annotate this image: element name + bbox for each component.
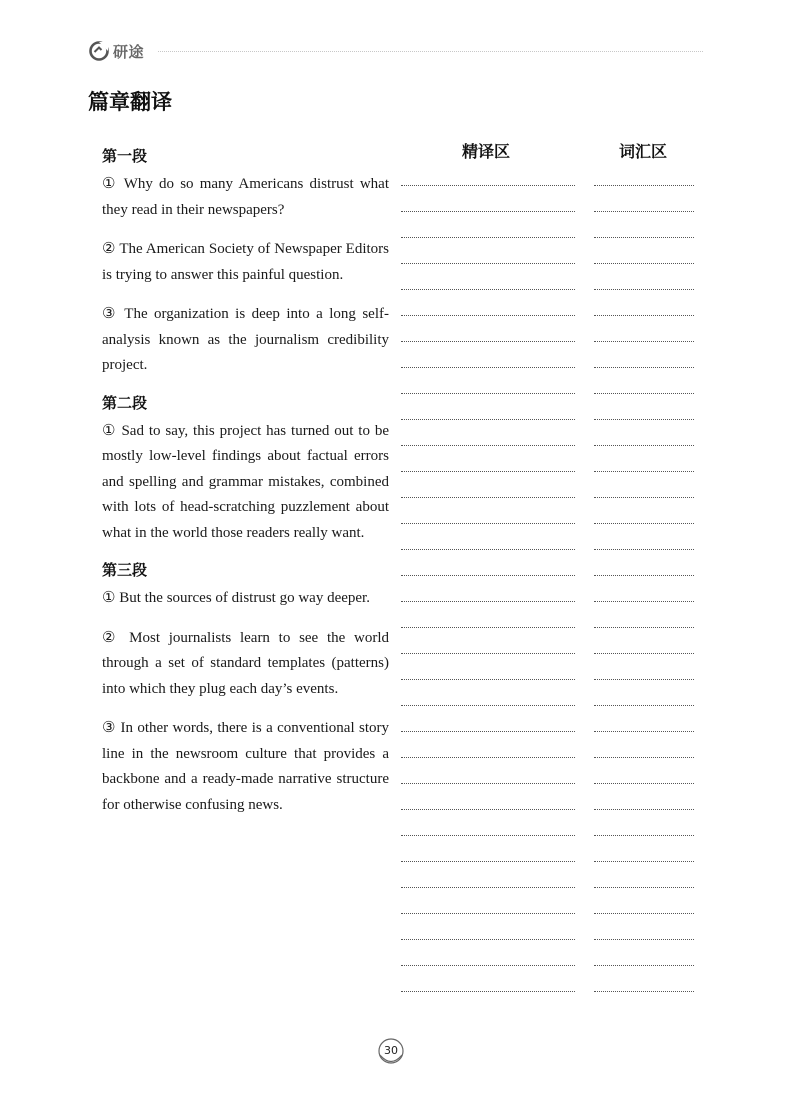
writing-line[interactable] bbox=[401, 575, 575, 601]
writing-line[interactable] bbox=[594, 523, 694, 549]
writing-line[interactable] bbox=[401, 471, 575, 497]
writing-line[interactable] bbox=[594, 705, 694, 731]
writing-line[interactable] bbox=[401, 679, 575, 705]
writing-line[interactable] bbox=[401, 549, 575, 575]
writing-line[interactable] bbox=[594, 939, 694, 965]
writing-line[interactable] bbox=[594, 653, 694, 679]
writing-line[interactable] bbox=[594, 549, 694, 575]
passage bbox=[102, 146, 389, 818]
writing-line[interactable] bbox=[401, 913, 575, 939]
writing-line[interactable] bbox=[401, 393, 575, 419]
writing-line[interactable] bbox=[594, 783, 694, 809]
sentence: ① Why do so many Americans distrust what they read in their newspapers? bbox=[102, 176, 389, 218]
writing-line[interactable] bbox=[401, 705, 575, 731]
writing-line[interactable] bbox=[401, 861, 575, 887]
sentence: ① Sad to say, this project has turned out to be mostly low-level findings about factual errors and spelling and grammar mistakes, combined with lots of head-scratching puzzlement about what in the world those readers really want. bbox=[102, 422, 389, 541]
writing-line[interactable] bbox=[594, 575, 694, 601]
writing-line[interactable] bbox=[594, 393, 694, 419]
writing-line[interactable] bbox=[594, 757, 694, 783]
writing-line[interactable] bbox=[401, 523, 575, 549]
writing-line[interactable] bbox=[401, 211, 575, 237]
writing-line[interactable] bbox=[594, 679, 694, 705]
writing-line[interactable] bbox=[401, 341, 575, 367]
writing-line[interactable] bbox=[401, 315, 575, 341]
writing-line[interactable] bbox=[401, 185, 575, 211]
writing-line[interactable] bbox=[594, 731, 694, 757]
writing-line[interactable] bbox=[401, 835, 575, 861]
writing-line[interactable] bbox=[401, 653, 575, 679]
section-title: 篇章翻译 bbox=[88, 90, 172, 114]
writing-line[interactable] bbox=[594, 913, 694, 939]
writing-line[interactable] bbox=[401, 627, 575, 653]
writing-line[interactable] bbox=[594, 367, 694, 393]
sentence: ③ In other words, there is a conventional story line in the newsroom culture that provides a backbone and a ready-made narrative structure for otherwise confusing news. bbox=[102, 720, 389, 813]
vocabulary-column-heading: 词汇区 bbox=[619, 142, 668, 161]
page-footer bbox=[376, 1036, 406, 1066]
paragraph-title: 第三段 bbox=[102, 561, 148, 579]
paragraph-title: 第一段 bbox=[102, 147, 148, 165]
writing-line[interactable] bbox=[401, 731, 575, 757]
writing-line[interactable] bbox=[594, 289, 694, 315]
writing-line[interactable] bbox=[594, 835, 694, 861]
header-divider bbox=[158, 51, 703, 52]
writing-line[interactable] bbox=[401, 991, 575, 1017]
writing-line[interactable] bbox=[401, 497, 575, 523]
writing-line[interactable] bbox=[594, 445, 694, 471]
writing-line[interactable] bbox=[401, 445, 575, 471]
page-number: 30 bbox=[384, 1044, 398, 1057]
writing-line[interactable] bbox=[594, 237, 694, 263]
vocabulary-writing-area[interactable] bbox=[594, 185, 694, 1017]
writing-line[interactable] bbox=[594, 627, 694, 653]
sentence: ① But the sources of distrust go way deeper. bbox=[102, 590, 370, 606]
paragraph-title: 第二段 bbox=[102, 393, 148, 412]
sentence: ② Most journalists learn to see the world through a set of standard templates (patterns) into which they plug each day’s events. bbox=[102, 629, 389, 697]
writing-line[interactable] bbox=[401, 965, 575, 991]
writing-line[interactable] bbox=[401, 263, 575, 289]
writing-line[interactable] bbox=[594, 263, 694, 289]
writing-line[interactable] bbox=[401, 419, 575, 445]
writing-line[interactable] bbox=[594, 419, 694, 445]
writing-line[interactable] bbox=[401, 367, 575, 393]
writing-line[interactable] bbox=[594, 211, 694, 237]
writing-line[interactable] bbox=[594, 809, 694, 835]
sentence: ③ The organization is deep into a long self-analysis known as the journalism credibility project. bbox=[102, 306, 389, 373]
writing-line[interactable] bbox=[594, 315, 694, 341]
logo-icon bbox=[88, 40, 110, 62]
brand-name: 研途 bbox=[113, 42, 145, 61]
writing-line[interactable] bbox=[594, 471, 694, 497]
writing-line[interactable] bbox=[594, 991, 694, 1017]
writing-line[interactable] bbox=[401, 783, 575, 809]
writing-line[interactable] bbox=[594, 185, 694, 211]
writing-line[interactable] bbox=[401, 237, 575, 263]
writing-line[interactable] bbox=[594, 965, 694, 991]
sentence: ② The American Society of Newspaper Editors is trying to answer this painful question. bbox=[102, 241, 389, 283]
page-header bbox=[88, 40, 144, 62]
writing-line[interactable] bbox=[594, 497, 694, 523]
translation-column-heading: 精译区 bbox=[462, 142, 511, 161]
writing-line[interactable] bbox=[594, 601, 694, 627]
writing-line[interactable] bbox=[594, 887, 694, 913]
translation-writing-area[interactable] bbox=[401, 185, 575, 1017]
writing-line[interactable] bbox=[594, 861, 694, 887]
writing-line[interactable] bbox=[594, 341, 694, 367]
writing-line[interactable] bbox=[401, 809, 575, 835]
writing-line[interactable] bbox=[401, 289, 575, 315]
writing-line[interactable] bbox=[401, 601, 575, 627]
writing-line[interactable] bbox=[401, 757, 575, 783]
writing-line[interactable] bbox=[401, 939, 575, 965]
writing-line[interactable] bbox=[401, 887, 575, 913]
